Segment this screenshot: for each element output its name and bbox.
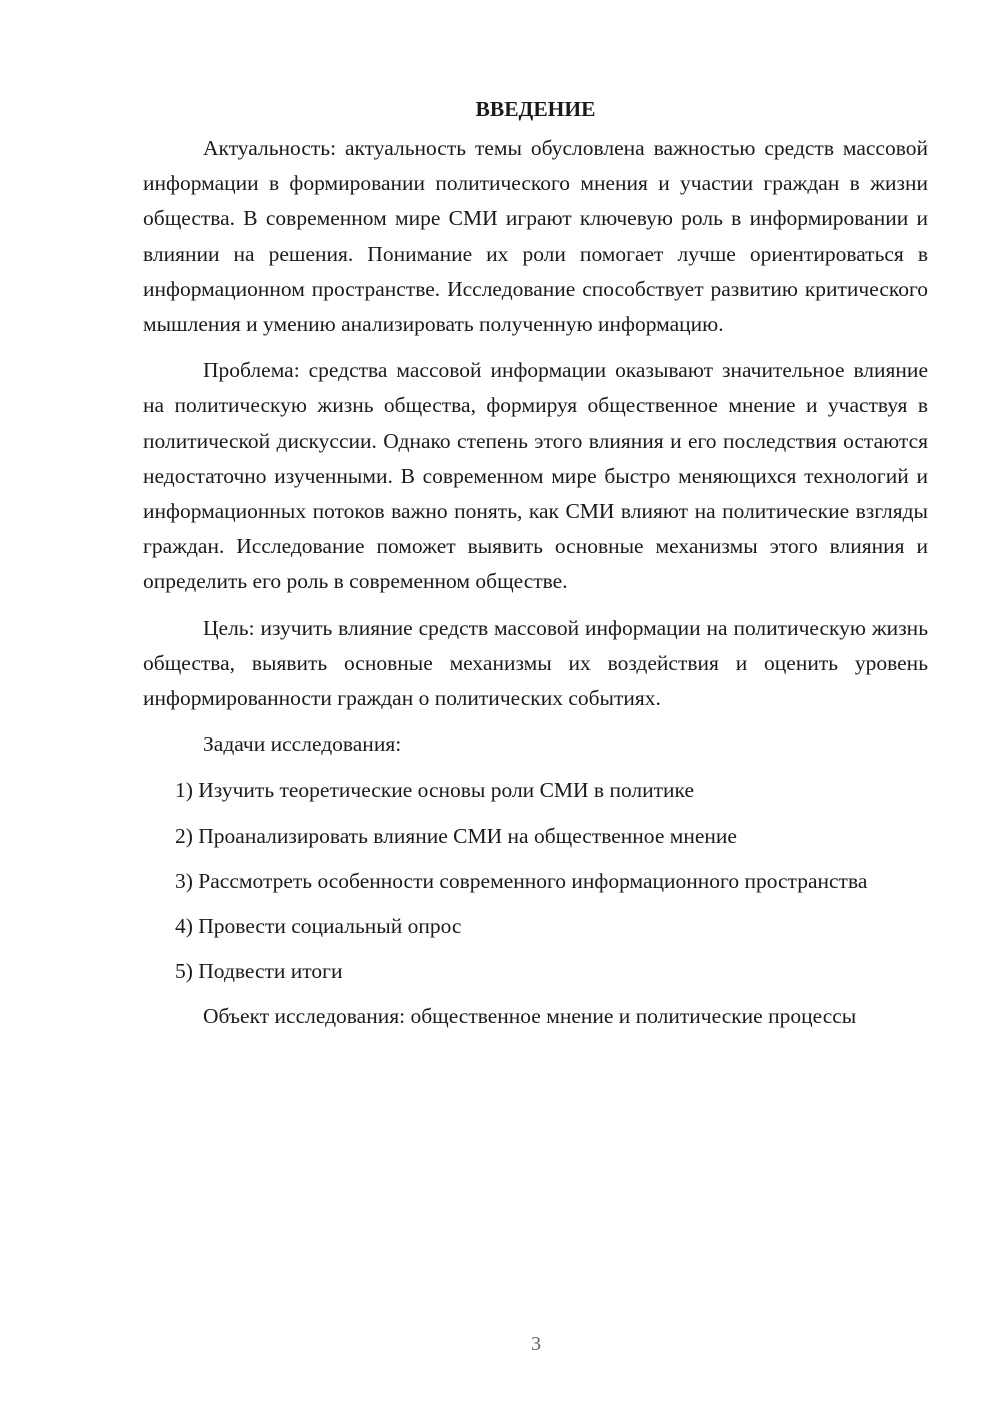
task-item-1: 1) Изучить теоретические основы роли СМИ в политике [175,778,695,803]
task-item-2: 2) Проанализировать влияние СМИ на общественное мнение [175,823,737,848]
paragraph-object: Объект исследования: общественное мнение и политические процессы [203,1004,857,1029]
task-item-5: 5) Подвести итоги [175,959,343,984]
paragraph-relevance: Актуальность: актуальность темы обусловлена важностью средств массовой информации в формировании политического мнения и участии граждан в жизни общества. В современном мире СМИ играют ключевую роль в информировании и влиянии на решения. Понимание их роли помогает лучше ориентироваться в информационном пространстве. Исследование способствует развитию критического мышления и умению анализировать полученную информацию. [143,136,928,337]
page-number: 3 [531,1333,541,1355]
paragraph-problem: Проблема: средства массовой информации оказывают значительное влияние на политическую жизнь общества, формируя общественное мнение и участвуя в политической дискуссии. Однако степень этого влияния и его последствия остаются недостаточно изученными. В современном мире быстро меняющихся технологий и информационных потоков важно понять, как СМИ влияют на политические взгляды граждан. Исследование поможет выявить основные механизмы этого влияния и определить его роль в современном обществе. [143,358,928,594]
task-item-4: 4) Провести социальный опрос [175,914,462,939]
document-page [143,92,928,1046]
tasks-heading: Задачи исследования: [203,732,402,757]
section-title: ВВЕДЕНИЕ [475,97,596,121]
task-item-3: 3) Рассмотреть особенности современного информационного пространства [175,868,868,893]
paragraph-goal: Цель: изучить влияние средств массовой информации на политическую жизнь общества, выявить основные механизмы их воздействия и оценить уровень информированности граждан о политических событиях. [143,615,928,711]
